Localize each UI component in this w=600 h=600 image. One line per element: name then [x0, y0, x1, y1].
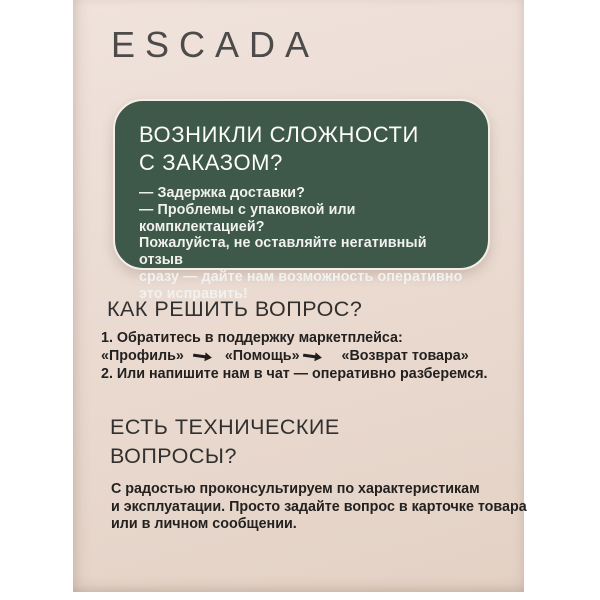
tech-questions-text-line: и эксплуатации. Просто задайте вопрос в карточке товара	[111, 498, 527, 515]
tech-questions-title-line: ВОПРОСЫ?	[110, 444, 237, 468]
support-path-help: «Помощь»	[224, 347, 300, 364]
section-title-tech-questions	[110, 413, 450, 471]
tech-questions-text-line: или в личном сообщении.	[111, 516, 297, 533]
support-path-returns: «Возврат товара»	[341, 347, 469, 364]
tech-questions-text-line: С радостью проконсультируем по характеристикам	[111, 481, 480, 497]
beige-background-card	[73, 0, 527, 592]
brand-logo: ESCADA	[111, 24, 320, 65]
support-path	[101, 348, 488, 366]
order-issues-text	[139, 185, 466, 303]
how-to-step-2: 2. Или напишите нам в чат — оперативно разберемся.	[101, 365, 488, 382]
section-title-how-to-solve: КАК РЕШИТЬ ВОПРОС?	[107, 297, 363, 321]
order-issues-text-line: сразу — дайте нам возможность оперативно	[139, 268, 463, 285]
order-issues-text-line: — Задержка доставки?	[139, 185, 305, 201]
how-to-step-1: 1. Обратитесь в поддержку маркетплейса:	[101, 330, 403, 346]
order-issues-text-line: — Проблемы с упаковкой или компклектацией?	[139, 201, 356, 235]
tech-questions-title-line: ЕСТЬ ТЕХНИЧЕСКИЕ	[110, 415, 340, 439]
order-issues-text-line: это исправить!	[139, 285, 248, 302]
order-issues-text-line: Пожалуйста, не оставляйте негативный отзыв	[139, 235, 427, 269]
how-to-solve-steps	[101, 330, 488, 383]
order-issues-title	[139, 121, 466, 177]
arrow-right-icon	[302, 350, 323, 364]
order-issues-title-line: С ЗАКАЗОМ?	[139, 150, 283, 175]
arrow-right-icon	[192, 350, 213, 364]
support-path-profile: «Профиль»	[101, 347, 184, 364]
order-issues-card	[113, 99, 490, 302]
tech-questions-text	[111, 481, 527, 534]
order-issues-title-line: ВОЗНИКЛИ СЛОЖНОСТИ	[139, 122, 419, 147]
